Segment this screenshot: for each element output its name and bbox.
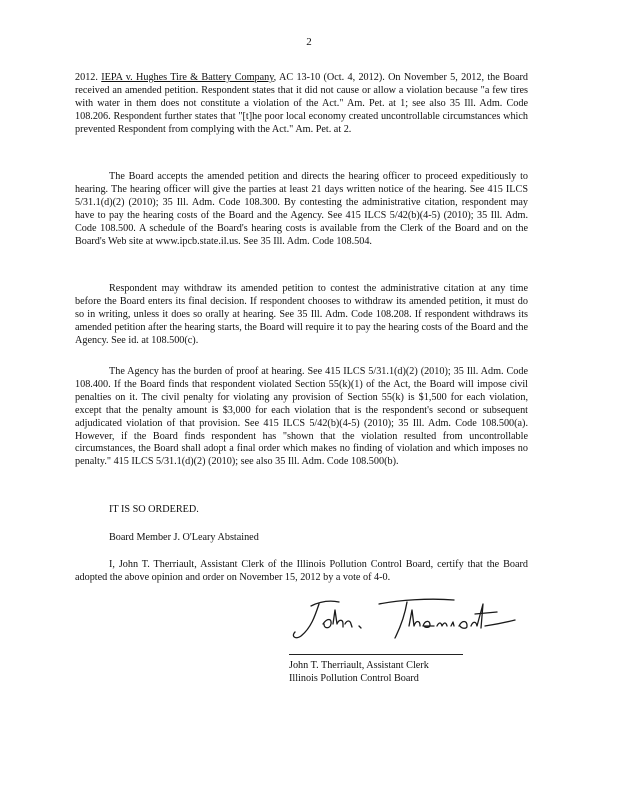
so-ordered: IT IS SO ORDERED.: [109, 504, 199, 515]
paragraph-hearing: The Board accepts the amended petition and directs the hearing officer to proceed expeditiously to hearing. The hearing officer will give the parties at least 21 days written notice of the hearing. See 415 ILCS 5/31.1(d)(2) (2010); 35 Ill. Adm. Code 108.300. By contesting the administrative citation, respondent may have to pay the hearing costs of the Board and the Agency. See 415 ILCS 5/42(b)(4-5) (2010); 35 Ill. Adm. Code 108.500. A schedule of the Board's hearing costs is available from the Clerk of the Board and on the Board's Web site at www.ipcb.state.il.us. See 35 Ill. Adm. Code 108.504.: [75, 171, 528, 247]
page-number: 2: [306, 36, 312, 48]
case-citation: IEPA v. Hughes Tire & Battery Company: [101, 72, 274, 83]
signatory-name-title: John T. Therriault, Assistant Clerk: [289, 660, 429, 671]
signature-line: [289, 654, 463, 655]
paragraph-lead: 2012.: [75, 72, 98, 83]
signatory-block: [289, 659, 429, 685]
paragraph-case-background: [75, 72, 528, 137]
paragraph-certification: I, John T. Therriault, Assistant Clerk of the Illinois Pollution Control Board, certify that the Board adopted the above opinion and order on November 15, 2012 by a vote of 4-0.: [75, 559, 528, 583]
paragraph-burden-of-proof: The Agency has the burden of proof at hearing. See 415 ILCS 5/31.1(d)(2) (2010); 35 Ill. Adm. Code 108.400. If the Board finds that respondent violated Section 55(k)(1) of the Act, the Board will impose civil penalties on it. The civil penalty for violating any provision of Section 55(k) is $1,500 for each violation, except that the penalty amount is $3,000 for each violation that is the respondent's second or subsequent adjudicated violation of that provision. See 415 ILCS 5/42(b)(4-5) (2010); 35 Ill. Adm. Code 108.500(a). However, if the Board finds respondent has "shown that the violation resulted from uncontrollable circumstances, the Board shall adopt a final order which makes no finding of violation and which imposes no penalty." 415 ILCS 5/31.1(d)(2) (2010); see also 35 Ill. Adm. Code 108.500(b).: [75, 366, 528, 468]
abstention-note: Board Member J. O'Leary Abstained: [109, 532, 259, 543]
handwritten-signature: [289, 596, 529, 646]
signatory-organization: Illinois Pollution Control Board: [289, 673, 419, 684]
paragraph-withdrawal: Respondent may withdraw its amended petition to contest the administrative citation at any time before the Board enters its final decision. If respondent chooses to withdraw its amended petition, it must do so in writing, unless it does so orally at hearing. See 35 Ill. Adm. Code 108.208. If respondent withdraws its amended petition after the hearing starts, the Board will require it to pay the hearing costs of the Board and the Agency. See id. at 108.500(c).: [75, 283, 528, 346]
paragraph-body: , AC 13-10 (Oct. 4, 2012). On November 5, 2012, the Board received an amended petition. Respondent states that it did not cause or allow a violation because "a few tires with water in them does not constitute a violation of the Act." Am. Pet. at 1; see also 35 Ill. Adm. Code 108.206. Respondent further states that "[t]he poor local economy created uncontrollable circumstances which prevented Respondent from complying with the Act." Am. Pet. at 2.: [75, 72, 528, 135]
